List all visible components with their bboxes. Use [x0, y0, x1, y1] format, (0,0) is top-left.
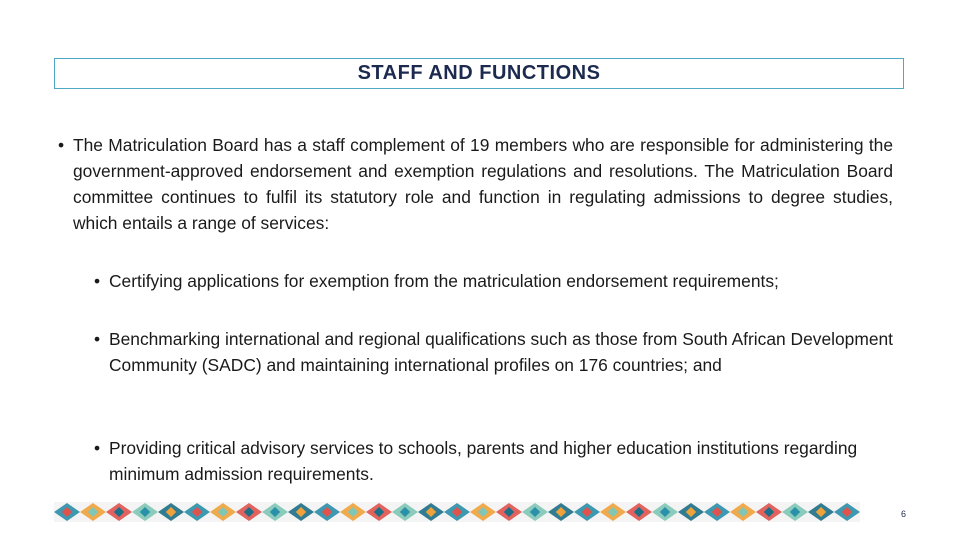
sub-bullet-text: Providing critical advisory services to schools, parents and higher education institutions regarding minimum admission requirements. [109, 438, 858, 484]
slide-title: STAFF AND FUNCTIONS [357, 62, 601, 84]
bullet-dot: • [94, 438, 101, 458]
bullet-dot: • [94, 329, 101, 349]
sub-bullet-text: Certifying applications for exemption from the matriculation endorsement requirements; [109, 271, 779, 291]
sub-bullet-text: Benchmarking international and regional qualifications such as those from South African Development Community (SADC) and maintaining international profiles on 176 countries; and [109, 329, 893, 375]
bullet-dot: • [58, 135, 65, 155]
bullet-main-text: The Matriculation Board has a staff complement of 19 members who are responsible for administering the government-approved endorsement and exemption regulations and resolutions. The Matriculation Board committee continues to fulfil its statutory role and function in regulating admissions to degree studies, which entails a range of services: [73, 135, 893, 233]
sub-bullet-certifying [94, 268, 904, 294]
bullet-dot: • [94, 271, 101, 291]
sub-bullet-advisory [94, 435, 904, 487]
footer-pattern-band [54, 502, 860, 522]
page-number: 6 [901, 509, 907, 519]
title-box [54, 58, 904, 89]
sub-bullet-benchmarking [94, 326, 904, 378]
bullet-main [58, 132, 893, 236]
